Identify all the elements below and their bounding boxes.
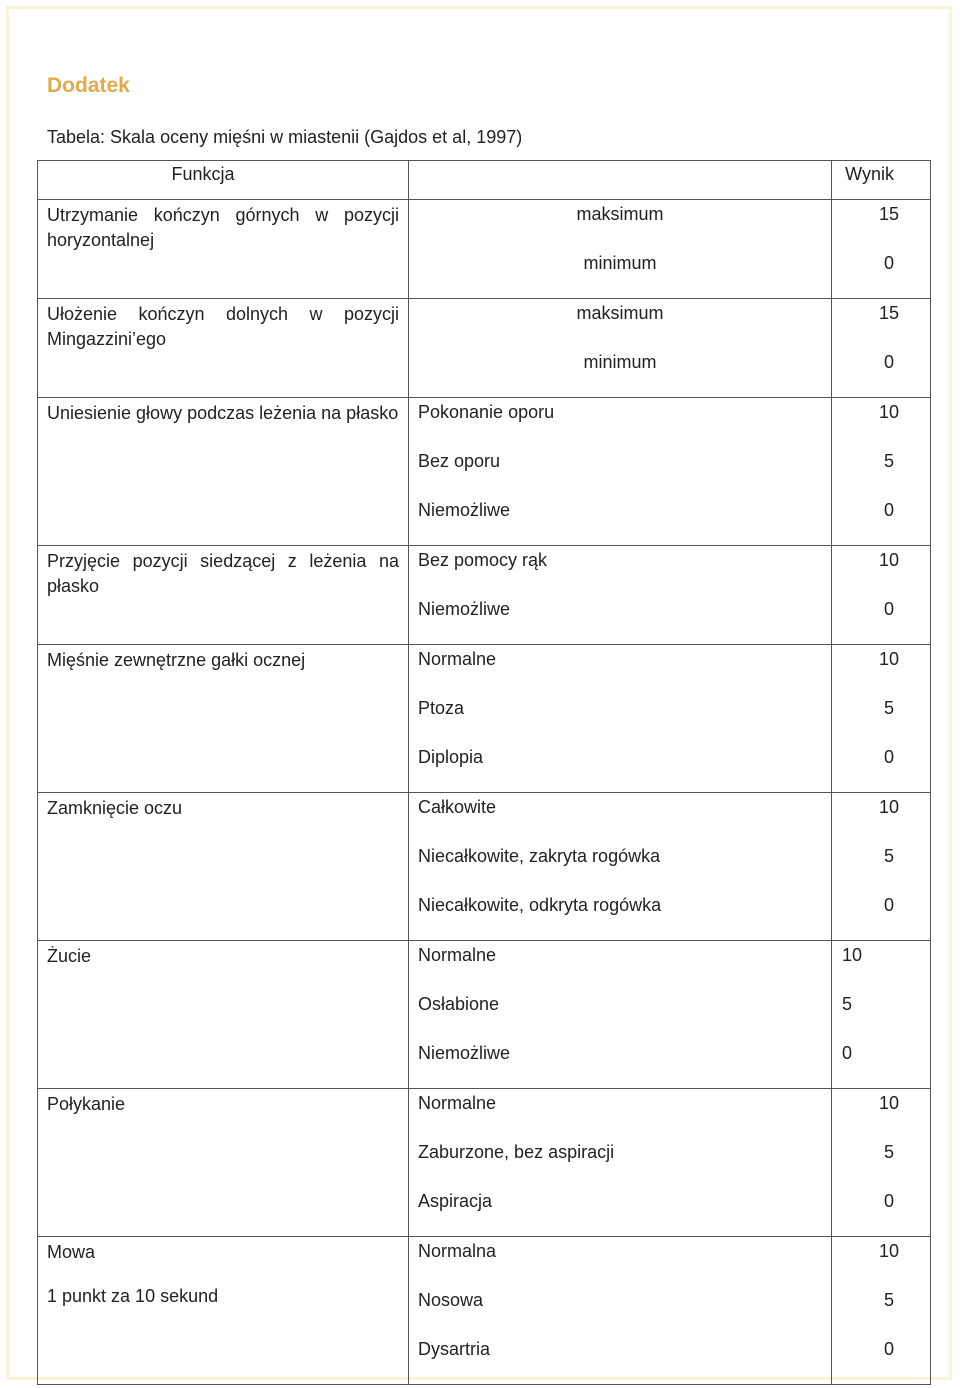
myasthenia-score-table [37, 160, 931, 1385]
option-label: Normalne [418, 649, 497, 669]
score-value: 10 [878, 649, 900, 669]
score-value: 0 [883, 599, 894, 619]
table-row [38, 793, 931, 941]
score-cell [832, 200, 931, 299]
options-cell [409, 200, 832, 299]
score-value: 10 [842, 945, 863, 965]
score-cell [832, 299, 931, 398]
score-value: 0 [842, 1043, 853, 1063]
option-label: Normalne [418, 945, 497, 965]
options-cell [409, 793, 832, 941]
function-cell: Mięśnie zewnętrzne gałki ocznej [38, 645, 409, 793]
option-label: Niemożliwe [418, 1043, 511, 1063]
score-value: 10 [878, 550, 900, 570]
function-cell: Uniesienie głowy podczas leżenia na płasko [38, 398, 409, 546]
option-label: Diplopia [418, 747, 484, 767]
score-cell [832, 1237, 931, 1385]
options-cell [409, 299, 832, 398]
table-row [38, 1089, 931, 1237]
table-header-row [38, 161, 931, 200]
options-cell [409, 941, 832, 1089]
option-label: Zaburzone, bez aspiracji [418, 1142, 615, 1162]
score-value: 0 [883, 500, 894, 520]
option-label: Normalne [418, 1093, 497, 1113]
section-heading: Dodatek [47, 74, 130, 97]
score-value: 5 [883, 451, 894, 471]
options-cell [409, 546, 832, 645]
option-label: Osłabione [418, 994, 500, 1014]
score-value: 5 [883, 1142, 894, 1162]
function-cell: Mowa [38, 1237, 409, 1385]
options-cell [409, 645, 832, 793]
table-row [38, 299, 931, 398]
function-cell: Połykanie [38, 1089, 409, 1237]
option-label: minimum [583, 352, 657, 372]
option-label: maksimum [576, 303, 664, 323]
function-cell: Utrzymanie kończyn górnych w pozycji horyzontalnej [38, 200, 409, 299]
score-value: 10 [878, 402, 900, 422]
score-value: 0 [883, 1191, 894, 1211]
header-score: Wynik [832, 161, 931, 200]
score-value: 5 [883, 846, 894, 866]
table-row [38, 1237, 931, 1385]
score-value: 0 [883, 747, 894, 767]
function-cell: Przyjęcie pozycji siedzącej z leżenia na płasko [38, 546, 409, 645]
table-caption: Tabela: Skala oceny mięśni w miastenii (Gajdos et al, 1997) [47, 127, 523, 147]
function-cell: Ułożenie kończyn dolnych w pozycji Mingazzini’ego [38, 299, 409, 398]
score-cell [832, 645, 931, 793]
score-value: 0 [883, 253, 894, 273]
option-label: Dysartria [418, 1339, 491, 1359]
function-cell: Zamknięcie oczu [38, 793, 409, 941]
options-cell [409, 1237, 832, 1385]
option-label: minimum [583, 253, 657, 273]
options-cell [409, 1089, 832, 1237]
score-value: 5 [883, 698, 894, 718]
score-value: 0 [883, 1339, 894, 1359]
score-value: 10 [878, 797, 900, 817]
score-value: 15 [878, 303, 900, 323]
option-label: Niecałkowite, odkryta rogówka [418, 895, 662, 915]
score-cell [832, 941, 931, 1089]
function-cell: Żucie [38, 941, 409, 1089]
option-label: Niemożliwe [418, 599, 511, 619]
score-value: 15 [878, 204, 900, 224]
option-label: Bez oporu [418, 451, 501, 471]
table-row [38, 645, 931, 793]
option-label: Normalna [418, 1241, 497, 1261]
score-value: 5 [883, 1290, 894, 1310]
table-row [38, 941, 931, 1089]
option-label: Niecałkowite, zakryta rogówka [418, 846, 661, 866]
score-value: 0 [883, 895, 894, 915]
score-value: 10 [878, 1241, 900, 1261]
options-cell [409, 398, 832, 546]
score-cell [832, 793, 931, 941]
option-label: Pokonanie oporu [418, 402, 555, 422]
option-label: maksimum [576, 204, 664, 224]
table-row [38, 546, 931, 645]
option-label: Aspiracja [418, 1191, 493, 1211]
option-label: Niemożliwe [418, 500, 511, 520]
footnote: 1 punkt za 10 sekund [47, 1286, 219, 1306]
option-label: Bez pomocy rąk [418, 550, 548, 570]
score-value: 5 [842, 994, 853, 1014]
score-cell [832, 546, 931, 645]
header-function: Funkcja [38, 161, 409, 200]
score-cell [832, 398, 931, 546]
score-value: 0 [883, 352, 894, 372]
table-row [38, 398, 931, 546]
option-label: Nosowa [418, 1290, 484, 1310]
table-row [38, 200, 931, 299]
score-cell [832, 1089, 931, 1237]
option-label: Całkowite [418, 797, 497, 817]
score-value: 10 [878, 1093, 900, 1113]
header-empty [409, 161, 832, 200]
option-label: Ptoza [418, 698, 465, 718]
